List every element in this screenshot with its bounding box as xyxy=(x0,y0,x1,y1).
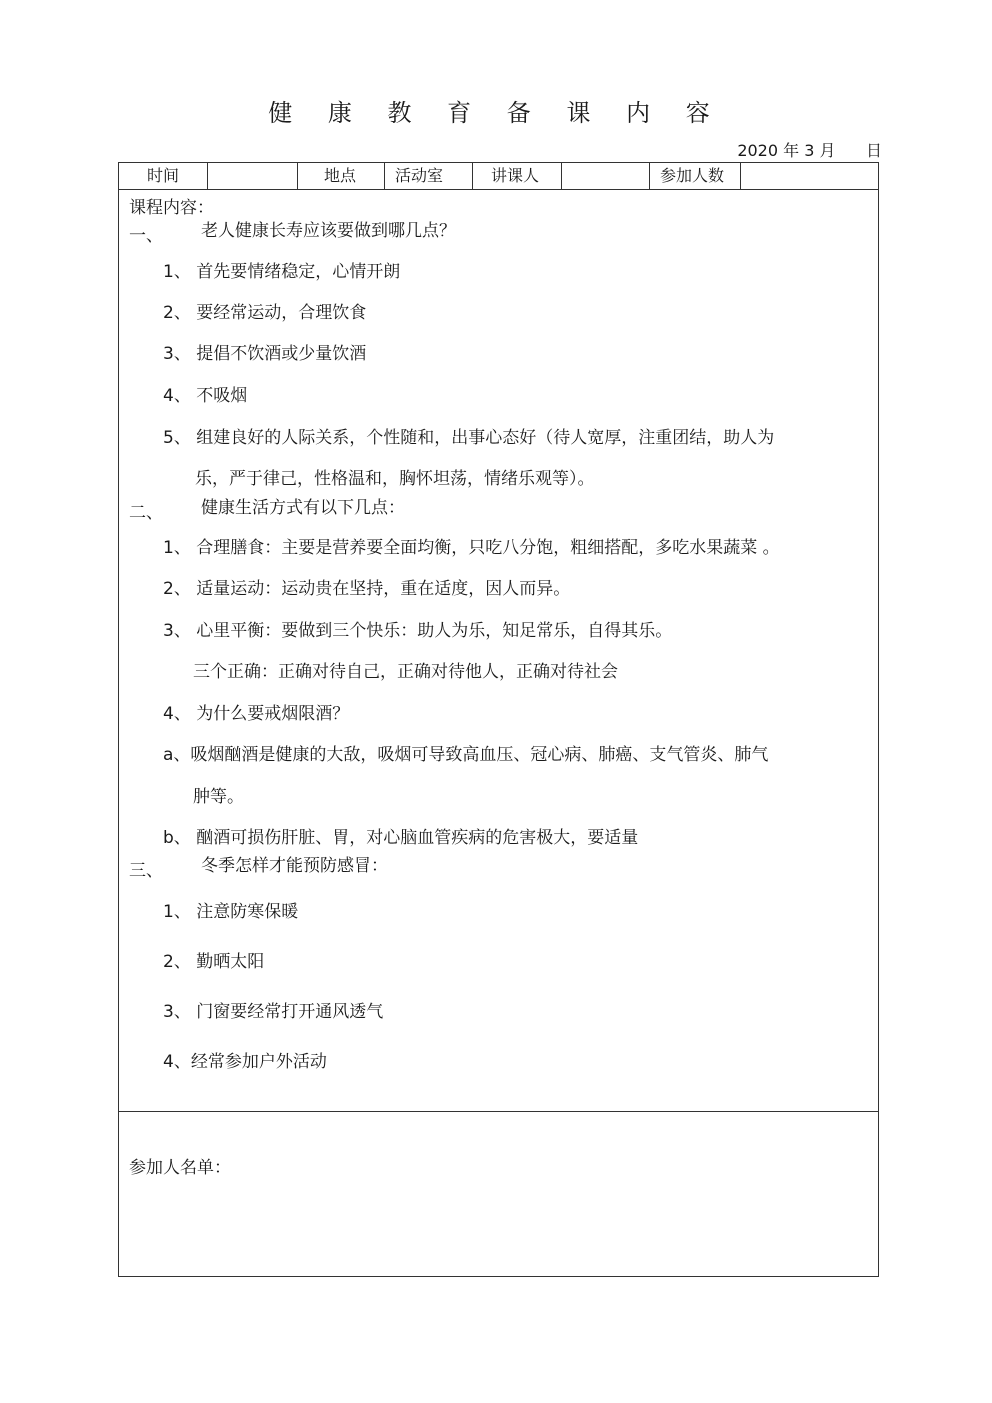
count-value xyxy=(741,163,878,189)
lesson-table xyxy=(118,162,879,1277)
document-title: 健 康 教 育 备 课 内 容 xyxy=(268,99,724,127)
list-item: 5、 组建良好的人际关系，个性随和，出事心态好（待人宽厚，注重团结，助人为 xyxy=(163,428,775,448)
time-value xyxy=(208,163,298,189)
list-item: 1、 注意防寒保暖 xyxy=(163,902,299,922)
speaker-label: 讲课人 xyxy=(473,163,562,189)
list-item: a、吸烟酗酒是健康的大敌，吸烟可导致高血压、冠心病、肺癌、支气管炎、肺气 xyxy=(163,745,769,765)
date-line: 2020 年 3 月 日 xyxy=(737,141,882,160)
section-number: 一、 xyxy=(129,226,163,246)
list-item: 4、 为什么要戒烟限酒？ xyxy=(163,704,350,724)
list-item: 1、 合理膳食：主要是营养要全面均衡，只吃八分饱，粗细搭配，多吃水果蔬菜 。 xyxy=(163,538,780,558)
header-row xyxy=(119,163,878,190)
list-item: 2、 要经常运动，合理饮食 xyxy=(163,303,367,323)
section-title: 老人健康长寿应该要做到哪几点？ xyxy=(201,221,456,241)
section-title: 健康生活方式有以下几点： xyxy=(201,498,405,518)
speaker-value xyxy=(562,163,650,189)
section-number: 二、 xyxy=(129,503,163,523)
list-item-continued: 三个正确：正确对待自己，正确对待他人，正确对待社会 xyxy=(193,662,618,682)
list-item: 2、 勤晒太阳 xyxy=(163,952,265,972)
list-item: b、 酗酒可损伤肝脏、胃，对心脑血管疾病的危害极大，要适量 xyxy=(163,828,639,848)
list-item: 4、 不吸烟 xyxy=(163,386,248,406)
list-item: 3、 心里平衡：要做到三个快乐：助人为乐，知足常乐，自得其乐。 xyxy=(163,621,673,641)
lesson-content xyxy=(119,190,878,1112)
list-item-continued: 乐，严于律己，性格温和，胸怀坦荡，情绪乐观等）。 xyxy=(195,469,595,489)
list-item: 4、经常参加户外活动 xyxy=(163,1052,327,1072)
list-item: 3、 提倡不饮酒或少量饮酒 xyxy=(163,344,367,364)
list-item-continued: 肿等。 xyxy=(193,787,244,807)
list-item: 3、 门窗要经常打开通风透气 xyxy=(163,1002,384,1022)
content-heading: 课程内容： xyxy=(129,198,214,218)
list-item: 1、 首先要情绪稳定，心情开朗 xyxy=(163,262,401,282)
section-number: 三、 xyxy=(129,861,163,881)
list-item: 2、 适量运动：运动贵在坚持，重在适度，因人而异。 xyxy=(163,579,571,599)
place-label: 地点 xyxy=(298,163,385,189)
section-title: 冬季怎样才能预防感冒： xyxy=(201,856,388,876)
participants-label: 参加人名单： xyxy=(129,1158,231,1178)
time-label: 时间 xyxy=(119,163,208,189)
place-value: 活动室 xyxy=(385,163,473,189)
count-label: 参加人数 xyxy=(650,163,741,189)
